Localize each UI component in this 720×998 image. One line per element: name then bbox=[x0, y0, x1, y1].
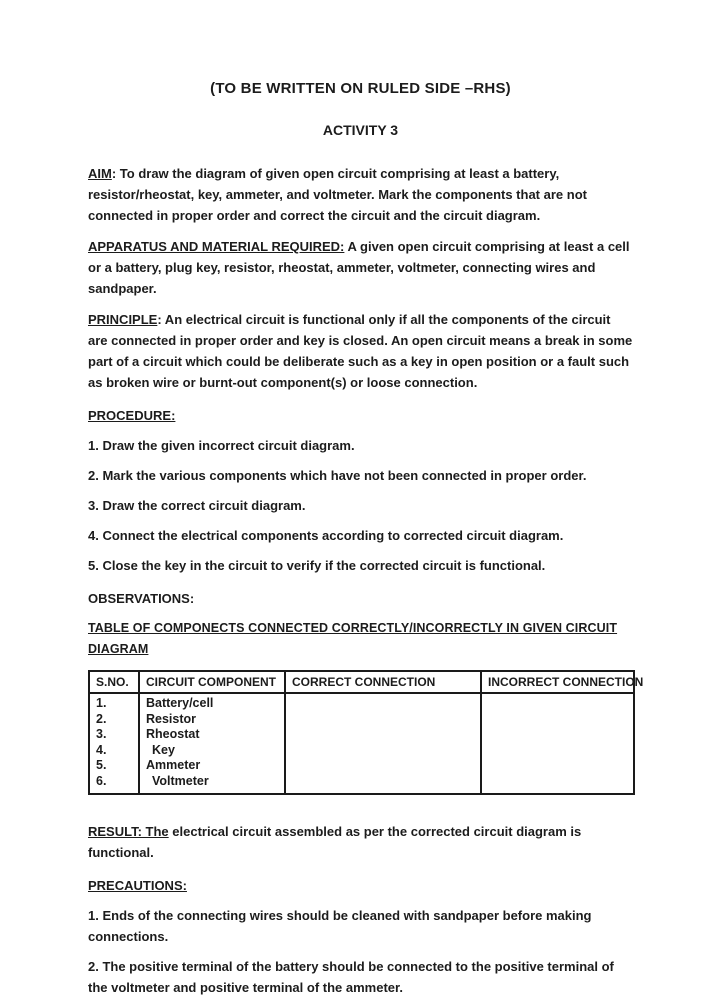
observations-table-title: TABLE OF COMPONECTS CONNECTED CORRECTLY/INCORRECTLY IN GIVEN CIRCUIT DIAGRAM bbox=[88, 621, 618, 656]
result-label: RESULT: The bbox=[88, 824, 169, 839]
activity-heading: ACTIVITY 3 bbox=[322, 122, 399, 138]
table-row-component: Resistor bbox=[146, 711, 197, 726]
table-header-row bbox=[89, 671, 634, 693]
precautions-heading: PRECAUTIONS: bbox=[88, 878, 187, 893]
table-header-correct: CORRECT CONNECTION bbox=[285, 671, 481, 693]
table-header-component: CIRCUIT COMPONENT bbox=[139, 671, 285, 693]
procedure-step-4: 4. Connect the electrical components according to corrected circuit diagram. bbox=[88, 528, 564, 543]
apparatus-paragraph bbox=[88, 236, 633, 299]
table-row-component: Rheostat bbox=[146, 727, 200, 741]
table-row-number: 5. bbox=[96, 758, 107, 772]
table-row-component: Key bbox=[152, 742, 175, 757]
page-title: (TO BE WRITTEN ON RULED SIDE –RHS) bbox=[210, 80, 511, 97]
procedure-step-1: 1. Draw the given incorrect circuit diagram. bbox=[88, 438, 355, 453]
table-row-number: 1. bbox=[96, 696, 107, 710]
table-cell-correct-empty bbox=[285, 693, 481, 794]
procedure-heading: PROCEDURE: bbox=[88, 408, 176, 423]
principle-text: : An electrical circuit is functional only if all the components of the circuit are connected in proper order and key is closed. An open circuit means a break in some part of a circuit which could be deliberate such as a key in open position or a fault such as broken wire or burnt-out component(s) or loose connection. bbox=[88, 312, 633, 390]
table-header-sno: S.NO. bbox=[89, 671, 139, 693]
result-paragraph bbox=[88, 821, 633, 863]
result-text: electrical circuit assembled as per the corrected circuit diagram is functional. bbox=[88, 824, 582, 860]
table-row-number: 3. bbox=[96, 727, 107, 741]
procedure-step-5: 5. Close the key in the circuit to verify if the corrected circuit is functional. bbox=[88, 558, 546, 573]
table-row-number: 4. bbox=[96, 742, 107, 757]
procedure-step-3: 3. Draw the correct circuit diagram. bbox=[88, 498, 306, 513]
observations-heading: OBSERVATIONS: bbox=[88, 591, 195, 606]
observations-table bbox=[88, 670, 644, 795]
table-cell-incorrect-empty bbox=[481, 693, 634, 794]
aim-paragraph bbox=[88, 163, 633, 226]
principle-label: PRINCIPLE bbox=[88, 312, 158, 327]
procedure-step-2: 2. Mark the various components which have not been connected in proper order. bbox=[88, 468, 587, 483]
precaution-item-1: 1. Ends of the connecting wires should be cleaned with sandpaper before making connections. bbox=[88, 908, 592, 944]
apparatus-label: APPARATUS AND MATERIAL REQUIRED: bbox=[88, 239, 345, 254]
table-row-number: 2. bbox=[96, 711, 107, 726]
aim-label: AIM bbox=[88, 166, 112, 181]
aim-text: : To draw the diagram of given open circuit comprising at least a battery, resistor/rheostat, key, ammeter, and voltmeter. Mark the components that are not connected in proper order and correct the circuit and the circuit diagram. bbox=[88, 166, 587, 223]
table-row-component: Battery/cell bbox=[146, 696, 214, 710]
precaution-item-2: 2. The positive terminal of the battery should be connected to the positive terminal of the voltmeter and positive terminal of the ammeter. bbox=[88, 959, 614, 995]
principle-paragraph bbox=[88, 309, 633, 393]
apparatus-text: A given open circuit comprising at least a cell or a battery, plug key, resistor, rheostat, ammeter, voltmeter, connecting wires and sandpaper. bbox=[88, 239, 630, 296]
table-cell-sno-list bbox=[89, 693, 139, 794]
table-header-incorrect: INCORRECT CONNECTION bbox=[481, 671, 634, 693]
table-row-component: Ammeter bbox=[146, 758, 201, 772]
table-row-component: Voltmeter bbox=[152, 773, 209, 788]
table-cell-component-list bbox=[139, 693, 285, 794]
table-body-row bbox=[89, 693, 634, 794]
table-row-number: 6. bbox=[96, 773, 107, 788]
